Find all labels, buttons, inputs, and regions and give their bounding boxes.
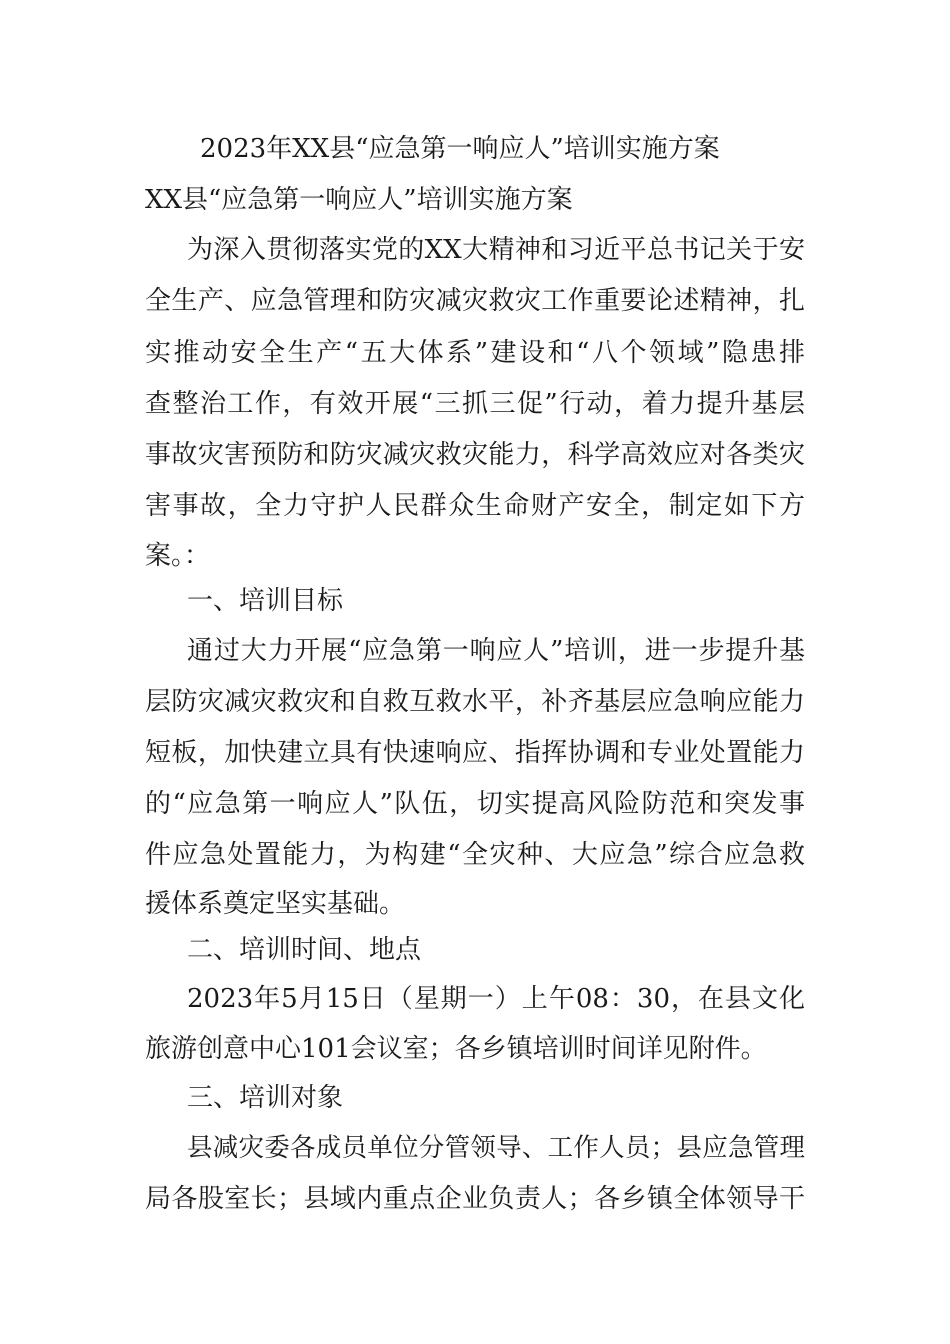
- section-heading: 一、培训目标: [187, 586, 344, 616]
- section-line: 层防灾减灾救灾和自救互救水平，补齐基层应急响应能力: [145, 687, 805, 717]
- intro-line: 为深入贯彻落实党的XX大精神和习近平总书记关于安: [187, 235, 805, 265]
- section-line: 的“应急第一响应人”队伍，切实提高风险防范和突发事: [145, 789, 805, 819]
- intro-line: 实推动安全生产“五大体系”建设和“八个领域”隐患排: [145, 338, 805, 368]
- section-line: 局各股室长；县域内重点企业负责人；各乡镇全体领导干: [145, 1184, 805, 1214]
- intro-line: 事故灾害预防和防灾减灾救灾能力，科学高效应对各类灾: [145, 440, 805, 470]
- section-line: 短板，加快建立具有快速响应、指挥协调和专业处置能力: [145, 738, 805, 768]
- section-line: 通过大力开展“应急第一响应人”培训，进一步提升基: [187, 636, 805, 666]
- section-line: 2023年5月15日（星期一）上午08：30，在县文化: [187, 984, 805, 1014]
- intro-line: 查整治工作，有效开展“三抓三促”行动，着力提升基层: [145, 389, 805, 419]
- section-heading: 二、培训时间、地点: [187, 935, 422, 965]
- section-line: 件应急处置能力，为构建“全灾种、大应急”综合应急救: [145, 840, 805, 870]
- document-subtitle: XX县“应急第一响应人”培训实施方案: [145, 185, 573, 215]
- section-line: 援体系奠定坚实基础。: [145, 889, 406, 919]
- intro-line: 全生产、应急管理和防灾减灾救灾工作重要论述精神，扎: [145, 286, 805, 316]
- intro-line: 案。：: [145, 541, 211, 571]
- intro-line: 害事故，全力守护人民群众生命财产安全，制定如下方: [145, 491, 805, 521]
- section-line: 县减灾委各成员单位分管领导、工作人员；县应急管理: [187, 1133, 805, 1163]
- section-line: 旅游创意中心101会议室；各乡镇培训时间详见附件。: [145, 1034, 767, 1064]
- document-title: 2023年XX县“应急第一响应人”培训实施方案: [200, 134, 720, 164]
- section-heading: 三、培训对象: [187, 1083, 344, 1113]
